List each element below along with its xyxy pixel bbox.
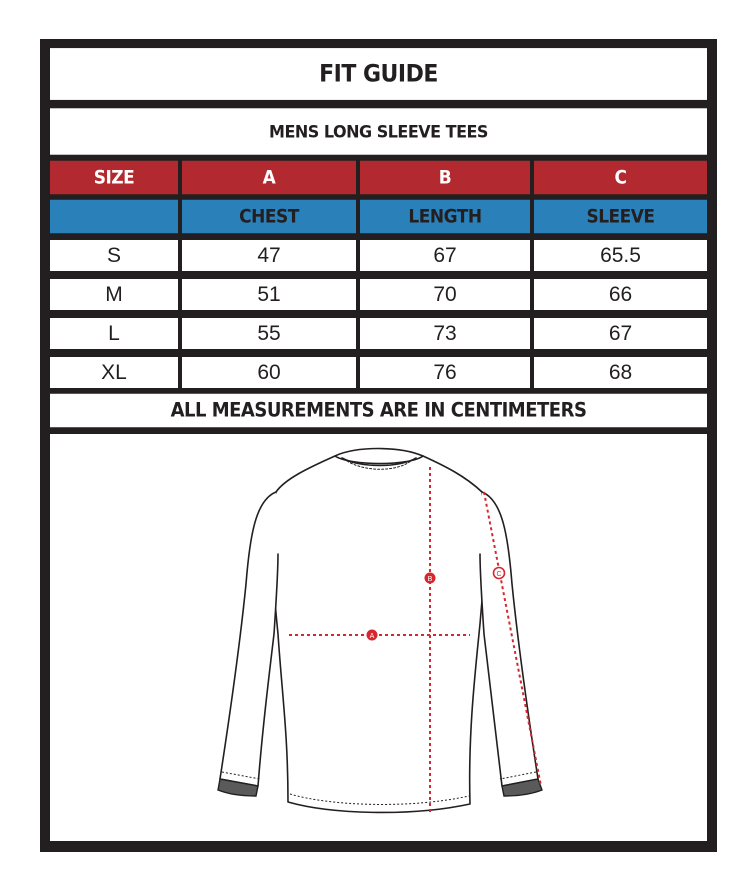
row-0-size: S — [106, 243, 121, 267]
subtitle-cell — [50, 108, 707, 154]
page-title: FIT GUIDE — [319, 60, 438, 88]
row-0-sleeve-cell — [534, 240, 707, 271]
row-2-size: L — [108, 321, 120, 345]
footer-note-cell — [50, 394, 707, 427]
row-3-size-cell — [50, 357, 178, 388]
row-3-sleeve-cell — [534, 357, 707, 388]
row-3-length-cell — [360, 357, 530, 388]
measurement-unit-note: ALL MEASUREMENTS ARE IN CENTIMETERS — [170, 399, 587, 422]
row-1-size-cell — [50, 279, 178, 310]
header-letter-length: B — [438, 166, 452, 189]
row-0-size-cell — [50, 240, 178, 271]
marker-c-label: C — [496, 571, 502, 578]
row-3-chest-cell — [182, 357, 356, 388]
header-letter-sleeve-cell — [534, 161, 707, 194]
header-letter-size-cell — [50, 161, 178, 194]
row-1-size: M — [105, 282, 123, 306]
row-0-length-cell — [360, 240, 530, 271]
tee-left-sleeve — [220, 492, 278, 786]
header-letter-chest-cell — [182, 161, 356, 194]
header-letter-chest: A — [262, 166, 276, 189]
sleeve-marker-c — [494, 568, 505, 579]
length-marker-b — [425, 573, 436, 584]
row-3-sleeve: 68 — [608, 360, 633, 384]
header-letter-size: SIZE — [93, 166, 135, 189]
header-name-length-cell — [360, 200, 530, 233]
row-1-length: 70 — [433, 282, 457, 306]
row-3-size: XL — [101, 360, 127, 384]
header-letter-length-cell — [360, 161, 530, 194]
row-2-sleeve-cell — [534, 318, 707, 349]
header-name-size-cell — [50, 200, 178, 233]
row-2-length: 73 — [433, 321, 457, 345]
header-name-chest: CHEST — [239, 205, 299, 228]
row-2-length-cell — [360, 318, 530, 349]
row-3-length: 76 — [433, 360, 457, 384]
row-0-chest-cell — [182, 240, 356, 271]
row-2-size-cell — [50, 318, 178, 349]
title-cell — [50, 48, 707, 100]
marker-b-label: B — [427, 576, 433, 583]
row-0-chest: 47 — [257, 243, 281, 267]
row-2-sleeve: 67 — [608, 321, 633, 345]
header-name-chest-cell — [182, 200, 356, 233]
row-0-length: 67 — [433, 243, 457, 267]
marker-a-label: A — [369, 633, 375, 640]
row-1-length-cell — [360, 279, 530, 310]
header-name-sleeve-cell — [534, 200, 707, 233]
garment-diagram-panel — [50, 434, 707, 841]
row-2-chest-cell — [182, 318, 356, 349]
row-1-chest: 51 — [257, 282, 281, 306]
row-1-sleeve: 66 — [608, 282, 633, 306]
fit-guide-frame — [40, 39, 717, 852]
row-1-chest-cell — [182, 279, 356, 310]
chest-marker-a — [367, 630, 378, 641]
row-2-chest: 55 — [257, 321, 281, 345]
page-subtitle: MENS LONG SLEEVE TEES — [269, 121, 488, 142]
header-letter-sleeve: C — [614, 166, 627, 189]
row-0-sleeve: 65.5 — [600, 243, 641, 267]
long-sleeve-tee-diagram — [50, 434, 707, 841]
header-name-sleeve: SLEEVE — [586, 205, 655, 228]
row-3-chest: 60 — [257, 360, 281, 384]
header-name-length: LENGTH — [408, 205, 482, 228]
tee-right-sleeve — [480, 492, 538, 786]
row-1-sleeve-cell — [534, 279, 707, 310]
